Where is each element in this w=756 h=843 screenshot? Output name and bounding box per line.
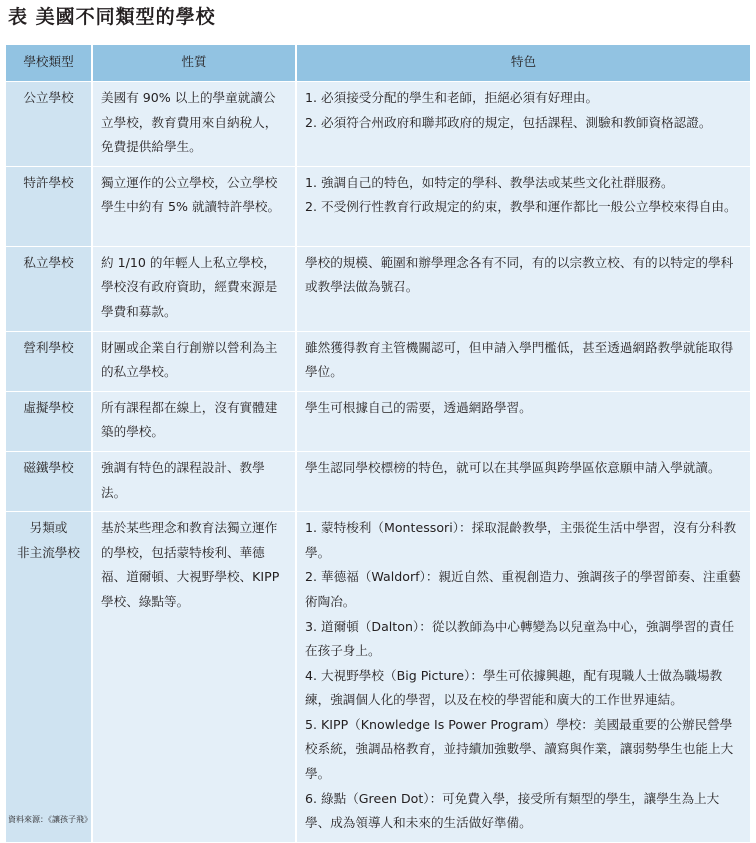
feature-item: 4. 大視野學校（Big Picture）：學生可依據興趣，配有現職人士做為職場教練，強調個人化的學習，以及在校的學習能和廣大的工作世界連結。 <box>305 667 723 708</box>
feature-item: 學生可根據自己的需要，透過網路學習。 <box>305 399 532 415</box>
nature-cell: 強調有特色的課程設計、教學法。 <box>92 451 296 511</box>
table-row <box>6 391 750 451</box>
table-row <box>6 451 750 511</box>
nature-cell: 美國有 90% 以上的學童就讀公立學校，教育費用來自納稅人，免費提供給學生。 <box>92 82 296 167</box>
features-cell <box>296 391 750 451</box>
school-type-cell: 私立學校 <box>6 246 92 331</box>
features-cell <box>296 331 750 391</box>
feature-item: 2. 不受例行性教育行政規定的約束，教學和運作都比一般公立學校來得自由。 <box>305 199 737 215</box>
feature-item: 雖然獲得教育主管機關認可，但申請入學門檻低，甚至透過網路教學就能取得學位。 <box>305 339 734 380</box>
nature-cell: 約 1/10 的年輕人上私立學校，學校沒有政府資助，經費來源是學費和募款。 <box>92 246 296 331</box>
table-row <box>6 246 750 331</box>
table-row <box>6 331 750 391</box>
feature-item: 1. 蒙特梭利（Montessori）：採取混齡教學，主張從生活中學習，沒有分科教學。 <box>305 520 737 560</box>
school-type-cell: 特許學校 <box>6 166 92 246</box>
nature-cell: 所有課程都在線上，沒有實體建築的學校。 <box>92 391 296 451</box>
features-cell <box>296 512 750 843</box>
school-types-table <box>6 45 750 843</box>
school-type-line: 另類或 <box>29 520 68 536</box>
features-cell <box>296 246 750 331</box>
nature-cell: 基於某些理念和教育法獨立運作的學校，包括蒙特梭利、華德福、道爾頓、大視野學校、KIPP 學校、綠點等。 <box>92 512 296 843</box>
header-features: 特色 <box>296 45 750 82</box>
nature-cell: 財團或企業自行創辦以營利為主的私立學校。 <box>92 331 296 391</box>
table-title: 表 美國不同類型的學校 <box>8 6 216 28</box>
table-row <box>6 512 750 843</box>
header-row <box>6 45 750 82</box>
school-type-cell: 營利學校 <box>6 331 92 391</box>
school-type-cell: 虛擬學校 <box>6 391 92 451</box>
features-cell <box>296 451 750 511</box>
features-cell <box>296 82 750 167</box>
school-type-cell <box>6 512 92 843</box>
feature-item: 1. 必須接受分配的學生和老師，拒絕必須有好理由。 <box>305 90 599 105</box>
features-cell <box>296 166 750 246</box>
feature-item: 學生認同學校標榜的特色，就可以在其學區與跨學區依意願申請入學就讀。 <box>305 459 721 475</box>
school-type-cell: 磁鐵學校 <box>6 451 92 511</box>
feature-item: 2. 華德福（Waldorf）：親近自然、重視創造力、強調孩子的學習節奏、注重藝術陶冶。 <box>305 569 741 609</box>
feature-item: 3. 道爾頓（Dalton）：從以教師為中心轉變為以兒童為中心，強調學習的責任在孩子身上。 <box>305 618 735 659</box>
header-school-type: 學校類型 <box>6 45 92 82</box>
feature-item: 5. KIPP（Knowledge Is Power Program）學校：美國最重要的公辦民營學校系統，強調品格教育，並持續加強數學、讀寫與作業，讓弱勢學生也能上大學。 <box>305 716 734 782</box>
school-type-line: 非主流學校 <box>17 544 80 560</box>
feature-item: 1. 強調自己的特色，如特定的學科、教學法或某些文化社群服務。 <box>305 174 674 190</box>
feature-item: 學校的規模、範圍和辦學理念各有不同，有的以宗教立校、有的以特定的學科或教學法做為號召。 <box>305 254 734 295</box>
table-row <box>6 82 750 167</box>
feature-item: 2. 必須符合州政府和聯邦政府的規定，包括課程、測驗和教師資格認證。 <box>305 114 712 130</box>
table-row <box>6 166 750 246</box>
nature-cell: 獨立運作的公立學校，公立學校學生中約有 5% 就讀特許學校。 <box>92 166 296 246</box>
source-note: 資料來源：《讓孩子飛》 <box>8 815 92 824</box>
school-type-cell: 公立學校 <box>6 82 92 167</box>
header-nature: 性質 <box>92 45 296 82</box>
feature-item: 6. 綠點（Green Dot）：可免費入學，接受所有類型的學生，讓學生為上大學、成為領導人和未來的生活做好準備。 <box>305 790 720 831</box>
